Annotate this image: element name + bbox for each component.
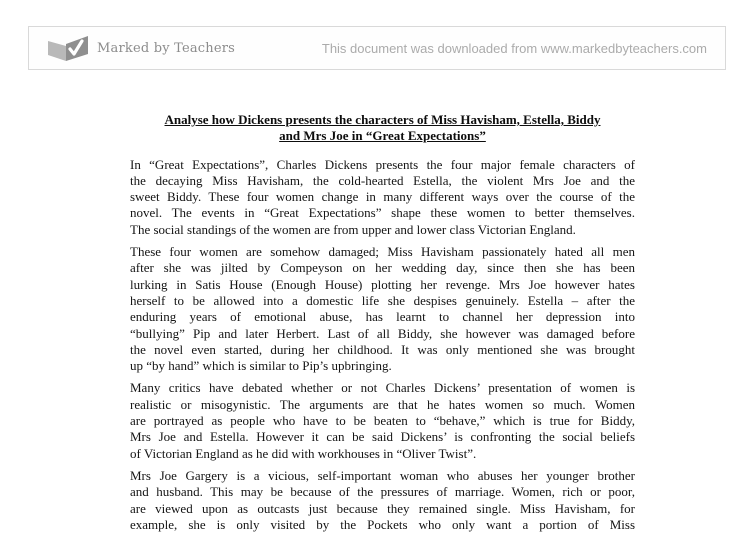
essay-paragraph xyxy=(130,380,635,461)
essay-title-line: Analyse how Dickens presents the characters of Miss Havisham, Estella, Biddy xyxy=(164,112,601,127)
essay-text-line: are portrayed as people who have to be beaten to “behave,” which is true for Biddy, xyxy=(130,413,635,429)
essay-text-line: of Victorian England as he did with workhouses in “Oliver Twist”. xyxy=(130,445,477,461)
essay-text-line: up “by hand” which is similar to Pip’s upbringing. xyxy=(130,358,392,374)
site-header xyxy=(28,26,726,70)
essay-text-line: Mrs Joe and Estella. However it can be said Dickens’ is confronting the social beliefs xyxy=(130,429,635,445)
essay-text-line: example, she is only visited by the Pockets who only want a portion of Miss xyxy=(130,516,635,532)
download-note: This document was downloaded from www.markedbyteachers.com xyxy=(321,40,707,56)
essay-text-line: the decaying Miss Havisham, the cold-hearted Estella, the violent Mrs Joe and the xyxy=(130,172,635,188)
essay-text-line: In “Great Expectations”, Charles Dickens presents the four major female characters of xyxy=(130,156,635,172)
essay-title xyxy=(130,112,635,145)
essay-text-line: the novel even started, during her childhood. It was only mentioned she was brought xyxy=(130,341,635,357)
essay-paragraph xyxy=(130,468,635,533)
marked-by-teachers-logo xyxy=(47,34,235,63)
essay-text-line: The social standings of the women are from upper and lower class Victorian England. xyxy=(130,221,576,237)
open-book-check-icon xyxy=(47,34,89,63)
essay-text-line: realistic or misogynistic. The arguments are that he hates women so much. Women xyxy=(130,396,635,412)
essay-text-line: enduring years of emotional abuse, has learnt to channel her depression into xyxy=(130,309,635,325)
essay-text-line: after she was jilted by Compeyson on her wedding day, since then she has been xyxy=(130,260,635,276)
essay-title-line: and Mrs Joe in “Great Expectations” xyxy=(279,128,486,144)
logo-text: Marked by Teachers xyxy=(97,40,236,56)
essay-document xyxy=(130,112,635,539)
essay-text-line: lurking in Satis House (Enough House) plotting her revenge. Mrs Joe however hates xyxy=(130,276,635,292)
essay-text-line: Many critics have debated whether or not Charles Dickens’ presentation of women is xyxy=(130,380,635,396)
essay-paragraph xyxy=(130,157,635,238)
essay-text-line: sweet Biddy. These four women change in many different ways over the course of the xyxy=(130,189,635,205)
essay-text-line: and husband. This may be because of the pressures of marriage. Women, rich or poor, xyxy=(130,484,635,500)
essay-text-line: are viewed upon as outcasts just because they remained single. Miss Havisham, for xyxy=(130,500,635,516)
essay-text-line: Mrs Joe Gargery is a vicious, self-important woman who abuses her younger brother xyxy=(130,467,635,483)
essay-paragraph xyxy=(130,244,635,374)
essay-text-line: “bullying” Pip and later Herbert. Last of all Biddy, she however was damaged before xyxy=(130,325,635,341)
essay-text-line: These four women are somehow damaged; Miss Havisham passionately hated all men xyxy=(130,244,635,260)
essay-text-line: novel. The events in “Great Expectations” shape these women to better themselves. xyxy=(130,205,635,221)
essay-text-line: herself to be allowed into a domestic life she despises genuinely. Estella – after the xyxy=(130,292,635,308)
essay-body xyxy=(130,157,635,534)
